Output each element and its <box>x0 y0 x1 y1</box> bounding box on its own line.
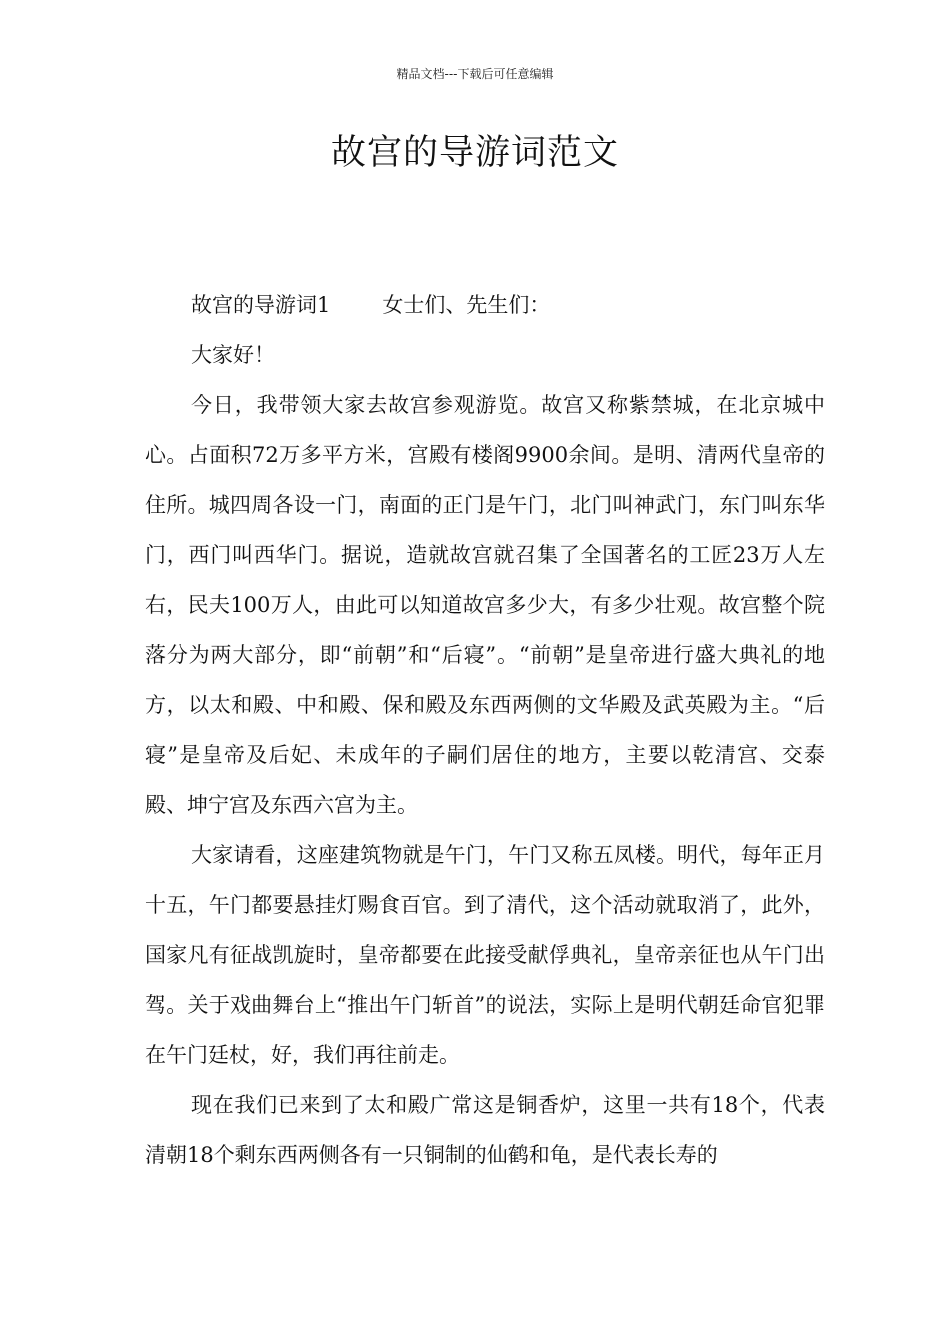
greeting: 女士们、先生们： <box>382 293 551 317</box>
intro-line <box>145 280 825 330</box>
document-body <box>145 280 825 1180</box>
paragraph-wumen: 大家请看，这座建筑物就是午门，午门又称五凤楼。明代，每年正月十五，午门都要悬挂灯赐食百官。到了清代，这个活动就取消了，此外，国家凡有征战凯旋时，皇帝都要在此接受献俘典礼，皇帝亲征也从午门出驾。关于戏曲舞台上“推出午门斩首”的说法，实际上是明代朝廷命官犯罪在午门廷杖，好，我们再往前走。 <box>145 843 825 1067</box>
page-header: 精品文档---下载后可任意编辑 <box>396 67 554 81</box>
section-subtitle: 故宫的导游词1 <box>191 293 331 317</box>
paragraph-overview: 今日，我带领大家去故宫参观游览。故宫又称紫禁城，在北京城中心。占面积72万多平方米，宫殿有楼阁9900余间。是明、清两代皇帝的住所。城四周各设一门，南面的正门是午门，北门叫神武门，东门叫东华门，西门叫西华门。据说，造就故宫就召集了全国著名的工匠23万人左右，民夫100万人，由此可以知道故宫多少大，有多少壮观。故宫整个院落分为两大部分，即“前朝”和“后寝”。“前朝”是皇帝进行盛大典礼的地方，以太和殿、中和殿、保和殿及东西两侧的文华殿及武英殿为主。“后寝”是皇帝及后妃、未成年的子嗣们居住的地方，主要以乾清宫、交泰殿、坤宁宫及东西六宫为主。 <box>145 393 825 817</box>
paragraph-greeting: 大家好！ <box>191 343 275 367</box>
paragraph-taihedian: 现在我们已来到了太和殿广常这是铜香炉，这里一共有18个，代表清朝18个剩东西两侧各有一只铜制的仙鹤和龟，是代表长寿的 <box>145 1093 825 1167</box>
document-title: 故宫的导游词范文 <box>330 133 619 173</box>
